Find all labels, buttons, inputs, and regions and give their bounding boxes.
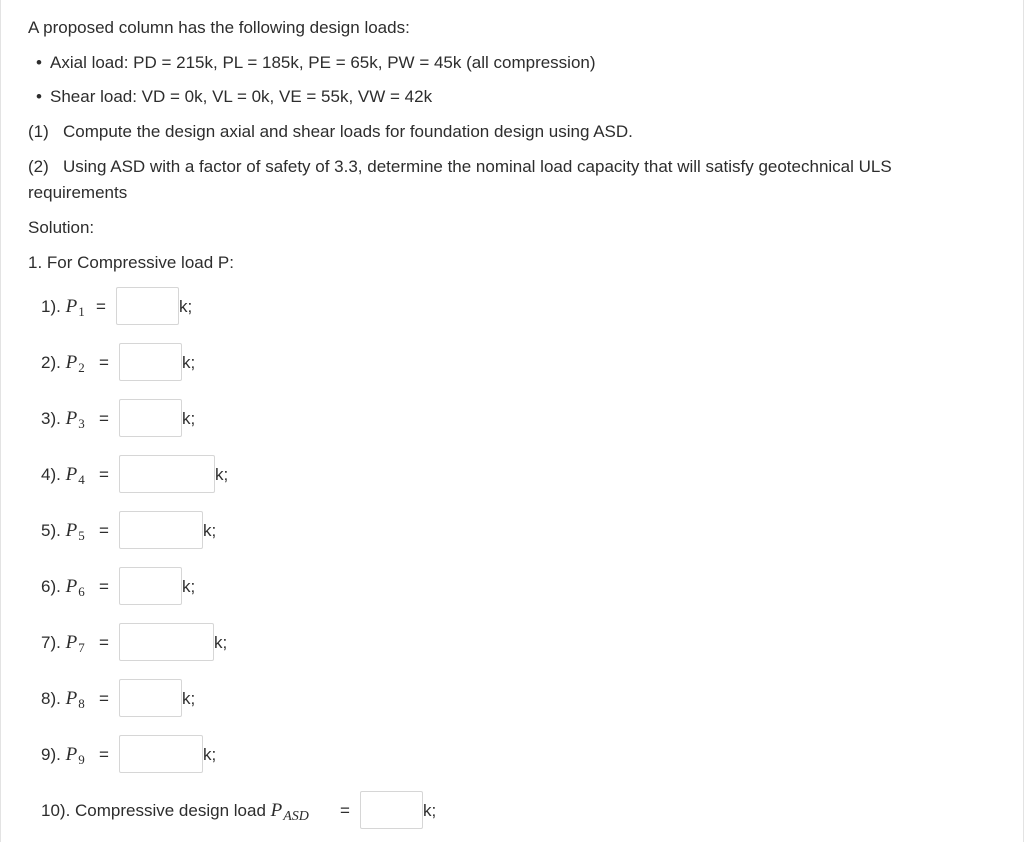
p6-answer-input[interactable] (119, 567, 182, 605)
unit-label: k; (179, 297, 193, 316)
item-3-label: 3). $P_3$ (41, 408, 85, 431)
equals-sign: = (99, 353, 109, 372)
unit-label: k; (182, 577, 196, 596)
question-2-number: (2) (28, 157, 49, 176)
unit-label: k; (182, 353, 196, 372)
equals-sign: = (99, 745, 109, 764)
item-7-label: 7). $P_7$ (41, 632, 85, 655)
item-2-label: 2). $P_2$ (41, 352, 85, 375)
equals-sign: = (340, 801, 350, 820)
question-1-number: (1) (28, 122, 49, 141)
unit-label: k; (214, 633, 228, 652)
unit-label: k; (203, 521, 217, 540)
item-9-label: 9). $P_9$ (41, 744, 85, 767)
item-5-label: 5). $P_5$ (41, 520, 85, 543)
question-1-text: Compute the design axial and shear loads for foundation design using ASD. (63, 122, 633, 141)
unit-label: k; (203, 745, 217, 764)
p3-answer-input[interactable] (119, 399, 182, 437)
item-4-label: 4). $P_4$ (41, 464, 85, 487)
p8-answer-input[interactable] (119, 679, 182, 717)
equals-sign: = (96, 297, 106, 316)
bullet-dot: • (36, 53, 42, 72)
p1-answer-input[interactable] (116, 287, 179, 325)
item-1-label: 1). $P_1$ (41, 296, 85, 319)
question-2-text-cont: requirements (28, 183, 128, 202)
section-heading: 1. For Compressive load P: (28, 253, 234, 272)
unit-label: k; (423, 801, 437, 820)
intro-text: A proposed column has the following design loads: (28, 18, 410, 37)
p5-answer-input[interactable] (119, 511, 203, 549)
p9-answer-input[interactable] (119, 735, 203, 773)
equals-sign: = (99, 465, 109, 484)
unit-label: k; (182, 689, 196, 708)
equals-sign: = (99, 521, 109, 540)
p2-answer-input[interactable] (119, 343, 182, 381)
equals-sign: = (99, 633, 109, 652)
bullet-axial-load: Axial load: PD = 215k, PL = 185k, PE = 65k, PW = 45k (all compression) (50, 53, 596, 72)
unit-label: k; (182, 409, 196, 428)
item-8-label: 8). $P_8$ (41, 688, 85, 711)
unit-label: k; (215, 465, 229, 484)
p7-answer-input[interactable] (119, 623, 214, 661)
bullet-shear-load: Shear load: VD = 0k, VL = 0k, VE = 55k, VW = 42k (50, 87, 433, 106)
final-label: 10). Compressive design load $P_{ASD}$ (41, 800, 309, 824)
bullet-dot: • (36, 87, 42, 106)
question-2-text: Using ASD with a factor of safety of 3.3, determine the nominal load capacity that will satisfy geotechnical ULS (63, 157, 892, 176)
equals-sign: = (99, 577, 109, 596)
p-asd-answer-input[interactable] (360, 791, 423, 829)
equals-sign: = (99, 409, 109, 428)
p4-answer-input[interactable] (119, 455, 215, 493)
item-6-label: 6). $P_6$ (41, 576, 85, 599)
equals-sign: = (99, 689, 109, 708)
solution-label: Solution: (28, 218, 95, 237)
